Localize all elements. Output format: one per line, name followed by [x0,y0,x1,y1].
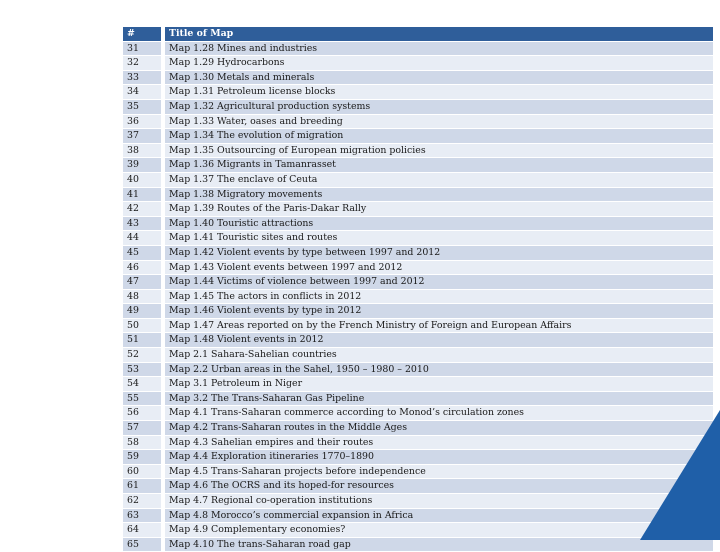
table-row [123,494,713,509]
header-title: Title of Map [165,27,713,42]
row-number: 39 [123,158,161,173]
row-number: 50 [123,319,161,334]
map-list-table [123,27,713,552]
row-title: Map 2.2 Urban areas in the Sahel, 1950 – 1980 – 2010 [165,363,713,378]
row-title: Map 4.5 Trans-Saharan projects before independence [165,465,713,480]
row-title: Map 1.43 Violent events between 1997 and 2012 [165,261,713,276]
row-number: 40 [123,173,161,188]
row-title: Map 1.29 Hydrocarbons [165,56,713,71]
row-title: Map 1.32 Agricultural production systems [165,100,713,115]
table-row [123,275,713,290]
row-number: 31 [123,42,161,57]
table-row [123,436,713,451]
table-header-row [123,27,713,42]
table-row [123,231,713,246]
table-row [123,348,713,363]
table-row [123,173,713,188]
row-title: Map 1.33 Water, oases and breeding [165,115,713,130]
table-row [123,202,713,217]
table-row [123,144,713,159]
row-title: Map 1.34 The evolution of migration [165,129,713,144]
row-title: Map 1.48 Violent events in 2012 [165,333,713,348]
table-row [123,538,713,552]
table-row [123,290,713,305]
table-row [123,115,713,130]
row-title: Map 1.45 The actors in conflicts in 2012 [165,290,713,305]
row-title: Map 1.40 Touristic attractions [165,217,713,232]
row-title: Map 4.2 Trans-Saharan routes in the Middle Ages [165,421,713,436]
row-number: 35 [123,100,161,115]
table-row [123,406,713,421]
row-title: Map 1.36 Migrants in Tamanrasset [165,158,713,173]
row-number: 65 [123,538,161,552]
table-row [123,71,713,86]
table-row [123,392,713,407]
row-number: 42 [123,202,161,217]
corner-accent-shape [640,410,720,540]
row-number: 57 [123,421,161,436]
table-row [123,56,713,71]
table-row [123,188,713,203]
row-number: 53 [123,363,161,378]
row-number: 46 [123,261,161,276]
table-row [123,421,713,436]
row-number: 43 [123,217,161,232]
row-title: Map 4.7 Regional co-operation institutions [165,494,713,509]
table-row [123,217,713,232]
row-number: 45 [123,246,161,261]
row-title: Map 1.44 Victims of violence between 1997 and 2012 [165,275,713,290]
row-title: Map 1.31 Petroleum license blocks [165,85,713,100]
row-number: 55 [123,392,161,407]
row-title: Map 3.2 The Trans-Saharan Gas Pipeline [165,392,713,407]
table-row [123,523,713,538]
row-number: 49 [123,304,161,319]
row-title: Map 1.41 Touristic sites and routes [165,231,713,246]
table-row [123,100,713,115]
row-title: Map 1.28 Mines and industries [165,42,713,57]
map-table [123,27,713,552]
row-title: Map 1.30 Metals and minerals [165,71,713,86]
row-number: 41 [123,188,161,203]
row-number: 51 [123,333,161,348]
row-number: 33 [123,71,161,86]
table-row [123,304,713,319]
table-row [123,479,713,494]
row-number: 58 [123,436,161,451]
table-row [123,85,713,100]
row-title: Map 1.42 Violent events by type between 1997 and 2012 [165,246,713,261]
table-row [123,509,713,524]
row-title: Map 1.47 Areas reported on by the French Ministry of Foreign and European Affairs [165,319,713,334]
row-title: Map 1.46 Violent events by type in 2012 [165,304,713,319]
row-number: 37 [123,129,161,144]
row-number: 62 [123,494,161,509]
table-row [123,333,713,348]
table-row [123,363,713,378]
table-body [123,27,713,552]
row-title: Map 4.8 Morocco’s commercial expansion in Africa [165,509,713,524]
table-row [123,319,713,334]
row-number: 38 [123,144,161,159]
row-number: 64 [123,523,161,538]
table-row [123,465,713,480]
row-number: 36 [123,115,161,130]
row-title: Map 1.38 Migratory movements [165,188,713,203]
row-title: Map 2.1 Sahara-Sahelian countries [165,348,713,363]
row-title: Map 1.39 Routes of the Paris-Dakar Rally [165,202,713,217]
row-number: 56 [123,406,161,421]
table-row [123,158,713,173]
table-row [123,246,713,261]
row-number: 52 [123,348,161,363]
table-row [123,42,713,57]
row-number: 44 [123,231,161,246]
row-title: Map 1.37 The enclave of Ceuta [165,173,713,188]
row-number: 54 [123,377,161,392]
row-number: 63 [123,509,161,524]
table-row [123,377,713,392]
table-row [123,129,713,144]
row-title: Map 4.1 Trans-Saharan commerce according to Monod’s circulation zones [165,406,713,421]
row-title: Map 4.10 The trans-Saharan road gap [165,538,713,552]
row-title: Map 4.4 Exploration itineraries 1770–1890 [165,450,713,465]
row-number: 60 [123,465,161,480]
table-row [123,261,713,276]
row-number: 59 [123,450,161,465]
row-title: Map 4.9 Complementary economies? [165,523,713,538]
row-number: 47 [123,275,161,290]
row-number: 61 [123,479,161,494]
row-title: Map 4.6 The OCRS and its hoped-for resources [165,479,713,494]
row-number: 48 [123,290,161,305]
row-title: Map 4.3 Sahelian empires and their routes [165,436,713,451]
header-number: # [123,27,161,42]
row-title: Map 1.35 Outsourcing of European migration policies [165,144,713,159]
table-row [123,450,713,465]
row-number: 32 [123,56,161,71]
row-number: 34 [123,85,161,100]
row-title: Map 3.1 Petroleum in Niger [165,377,713,392]
